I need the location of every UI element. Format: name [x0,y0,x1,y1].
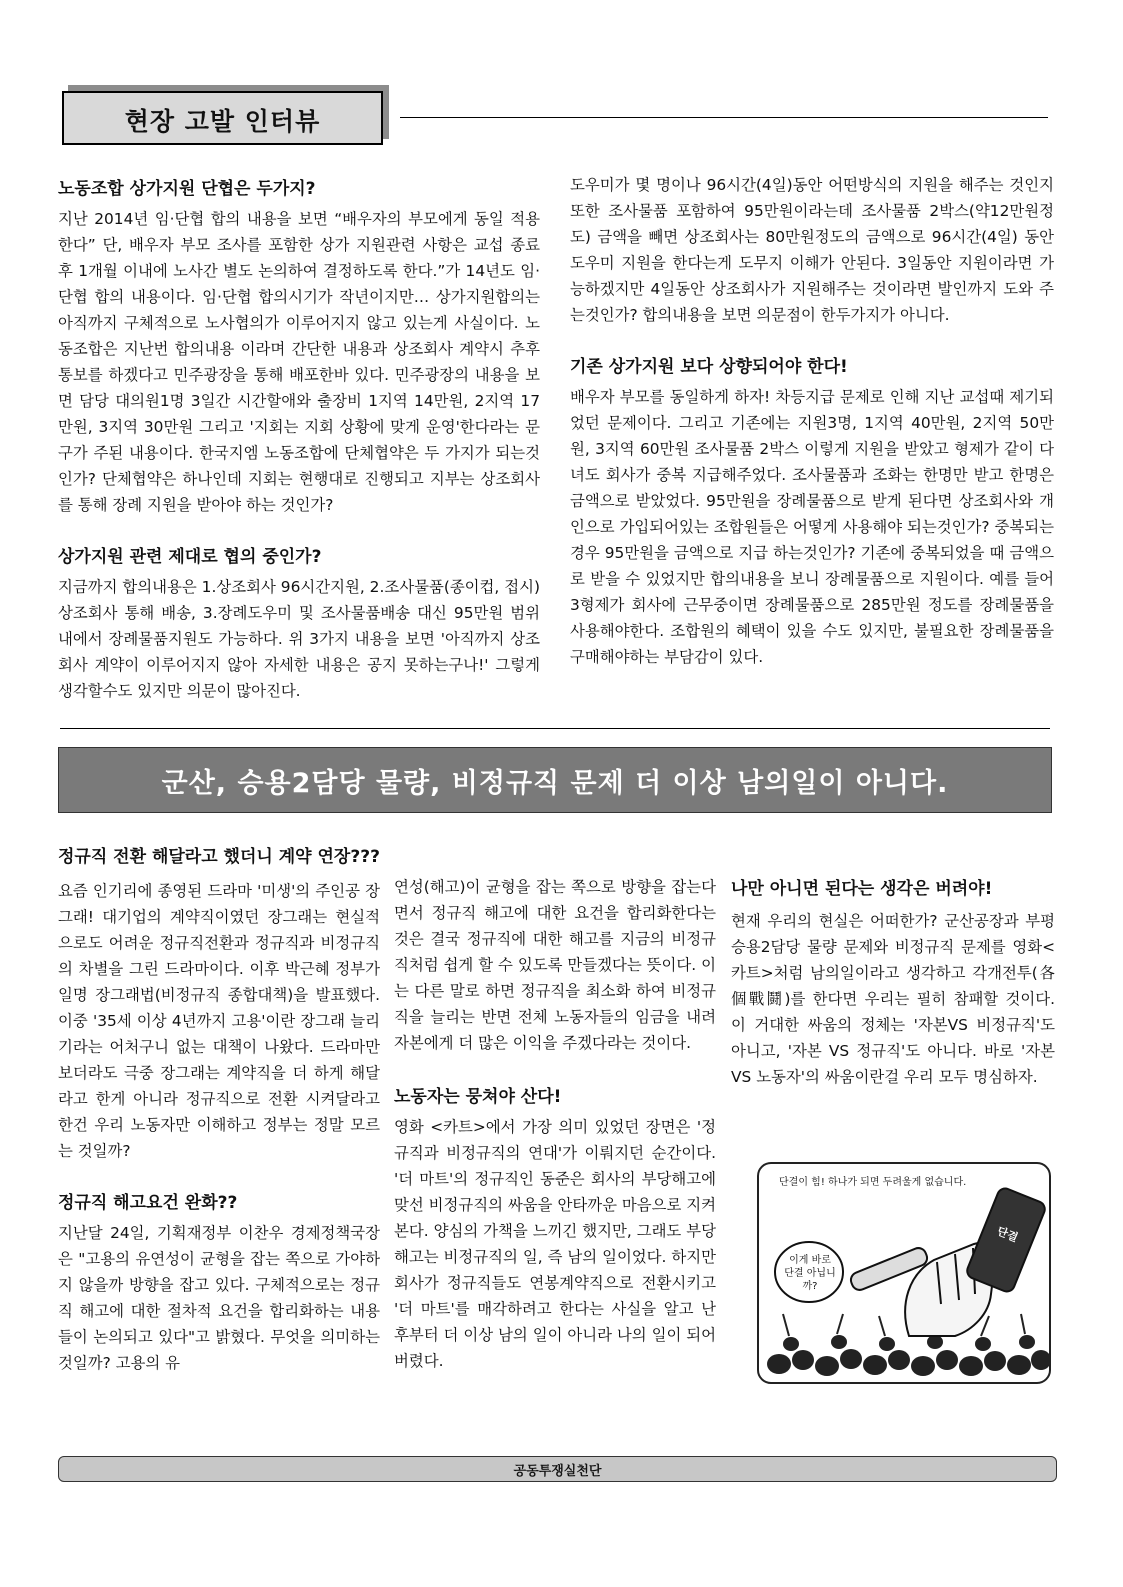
article-paragraph: 지난 2014년 임·단협 합의 내용을 보면 “배우자의 부모에게 동일 적용한다” 단, 배우자 부모 조사를 포함한 상가 지원관련 사항은 교섭 종료 후 1개월 이내에 노사간 별도 논의하여 결정하도록 한다.”가 14년도 임·단협 합의 내용이다. 임·단협 합의시기가 작년이지만… 상가지원합의는 아직까지 구체적으로 노사협의가 이루어지지 않고 있는게 사실이다. 노동조합은 지난번 합의내용 이라며 간단한 내용과 상조회사 계약시 추후통보를 하겠다고 민주광장을 통해 배포한바 있다. 민주광장의 내용을 보면 담당 대의원1명 3일간 시간할애와 출장비 1지역 14만원, 2지역 17만원, 3지역 30만원 그리고 '지회는 지회 상황에 맞게 운영'한다라는 문구가 주된 내용이다. 한국지엠 노동조합에 단체협약은 두 가지가 되는것인가? 단체협약은 하나인데 지회는 현행대로 진행되고 지부는 상조회사를 통해 장례 지원을 받아야 하는 것인가? [58,210,540,514]
section-title: 현장 고발 인터뷰 [124,107,321,136]
bottom-column-c [731,874,1055,1090]
headline-banner [58,747,1052,813]
top-left-column [58,176,540,704]
article-heading: 정규직 해고요건 완화?? [58,1193,238,1213]
article-paragraph: 요즘 인기리에 종영된 드라마 '미생'의 주인공 장그래! 대기업의 계약직이였던 장그래는 현실적으로도 어려운 정규직전환과 정규직과 비정규직의 차별을 그린 드라마이다. 이후 박근혜 정부가 일명 장그래법(비정규직 종합대책)을 발표했다. 이중 '35세 이상 4년까지 고용'이란 장그래 늘리기라는 어처구니 없는 대책이 나왔다. 드라마만 보더라도 극중 장그래는 계약직을 더 하게 해달라고 한게 아니라 정규직으로 전환 시켜달라고 한건 우리 노동자만 이해하고 정부는 정말 모르는 것일까? [58,882,380,1160]
article-paragraph: 지난달 24일, 기획재정부 이찬우 경제정책국장은 "고용의 유연성이 균형을 잡는 쪽으로 가야하지 않을까 방향을 잡고 있다. 구체적으로는 정규직 해고에 대한 절차적 요건을 합리화하는 내용들이 논의되고 있다"고 밝혔다. 무엇을 의미하는 것일까? 고용의 유 [58,1224,380,1372]
article-heading: 상가지원 관련 제대로 협의 중인가? [58,547,322,567]
bottom-column-b [394,874,716,1374]
section-header [62,91,383,145]
article-paragraph: 연성(해고)이 균형을 잡는 쪽으로 방향을 잡는다면서 정규직 해고에 대한 요건을 합리화한다는 것은 결국 정규직에 대한 해고를 지금의 비정규직처럼 쉽게 할 수 있도록 만들겠다는 뜻이다. 이는 다른 말로 하면 정규직을 최소화 하여 비정규직을 늘리는 반면 전체 노동자들의 임금을 내려 자본에게 더 많은 이익을 주겠다라는 것이다. [394,878,716,1052]
article-paragraph: 도우미가 몇 명이나 96시간(4일)동안 어떤방식의 지원을 해주는 것인지 또한 조사물품 포함하여 95만원이라는데 조사물품 2박스(약12만원정도) 금액을 빼면 상조회사는 80만원정도의 금액으로 96시간(4일) 동안 도우미 지원을 한다는게 도무지 이해가 안된다. 3일동안 지원이라면 가능하겠지만 4일동안 상조회사가 지원해주는 것이라면 발인까지 도와 주는것인가? 합의내용을 보면 의문점이 한두가지가 아니다. [570,176,1054,324]
footer-bar [58,1456,1057,1482]
article-paragraph: 배우자 부모를 동일하게 하자! 차등지급 문제로 인해 지난 교섭때 제기되었던 문제이다. 그리고 기존에는 지원3명, 1지역 40만원, 2지역 50만원, 3지역 60만원 조사물품 2박스 이렇게 지원을 받았고 형제가 같이 다녀도 회사가 중복 지급해주었다. 조사물품과 조화는 한명만 받고 한명은 금액으로 받았었다. 95만원을 장례물품으로 받게 된다면 상조회사와 개인으로 가입되어있는 조합원들은 어떻게 사용해야 되는것인가? 중복되는 경우 95만원을 금액으로 지급 하는것인가? 기존에 중복되었을 때 금액으로 받을 수 있었지만 합의내용을 보니 장례물품으로 지원이다. 예를 들어 3형제가 회사에 근무중이면 장례물품으로 285만원 정도를 장례물품을 사용해야한다. 조합원의 혜택이 있을 수도 있지만, 불필요한 장례물품을 구매해야하는 부담감이 있다. [570,388,1054,666]
section-divider [60,728,1050,729]
header-divider [400,117,1048,118]
article-paragraph: 영화 <카트>에서 가장 의미 있었던 장면은 '정규직과 비정규직의 연대'가 이뤄지던 순간이다. '더 마트'의 정규직인 동준은 회사의 부당해고에 맞선 비정규직의 싸움을 안타까운 마음으로 지켜본다. 양심의 가책을 느끼긴 했지만, 그래도 부당해고는 비정규직의 일, 즉 남의 일이었다. 하지만 회사가 정규직들도 연봉계약직으로 전환시키고 '더 마트'를 매각하려고 한다는 사실을 알고 난 후부터 더 이상 남의 일이 아니라 나의 일이 되어 버렸다. [394,1118,716,1370]
article-paragraph: 지금까지 합의내용은 1.상조회사 96시간지원, 2.조사물품(종이컵, 접시) 상조회사 통해 배송, 3.장례도우미 및 조사물품배송 대신 95만원 범위 내에서 장례물품지원도 가능하다. 위 3가지 내용을 보면 '아직까지 상조회사 계약이 이루어지지 않아 자세한 내용은 공지 못하는구나!' 그렇게 생각할수도 있지만 의문이 많아진다. [58,578,540,700]
article-paragraph: 현재 우리의 현실은 어떠한가? 군산공장과 부평승용2담당 물량 문제와 비정규직 문제를 영화<카트>처럼 남의일이라고 생각하고 각개전투(各個戰鬪)를 한다면 우리는 필히 참패할 것이다. 이 거대한 싸움의 정체는 '자본VS 비정규직'도 아니고, '자본 VS 정규직'도 아니다. 바로 '자본 VS 노동자'의 싸움이란걸 우리 모두 명심하자. [731,912,1055,1086]
footer-organization: 공동투쟁실천단 [513,1464,602,1479]
solidarity-cartoon [757,1162,1051,1384]
cartoon-caption: 단결이 힘! 하나가 되면 두려울게 없습니다. [779,1177,967,1188]
headline-text: 군산, 승용2담당 물량, 비정규직 문제 더 이상 남의일이 아니다. [161,768,949,799]
cartoon-speech-bubble-text: 이게 바로 단결 아닙니까? [784,1255,836,1292]
article-heading: 노동자는 뭉쳐야 산다! [394,1087,562,1107]
top-right-column [570,172,1054,670]
article-heading: 정규직 전환 해달라고 했더니 계약 연장??? [58,847,380,867]
article-heading: 노동조합 상가지원 단협은 두가지? [58,179,316,199]
article-heading: 기존 상가지원 보다 상향되어야 한다! [570,357,848,377]
cartoon-tube-label: 단결 [995,1224,1020,1245]
bottom-column-a [58,841,380,1376]
article-heading: 나만 아니면 된다는 생각은 버려야! [731,879,993,899]
